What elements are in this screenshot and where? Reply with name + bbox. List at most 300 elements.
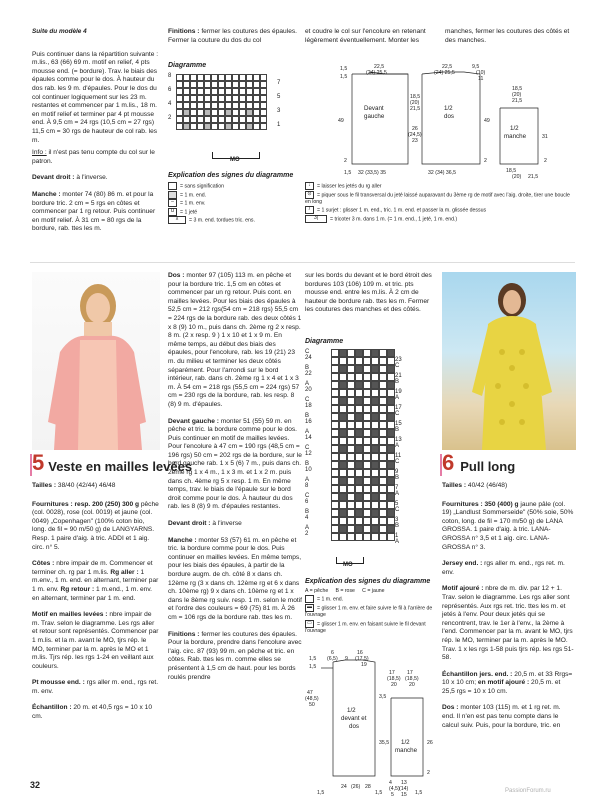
grid-cell [387, 405, 395, 413]
grid-cell [253, 88, 260, 95]
grid-cell [225, 123, 232, 130]
dim-text: 19 [361, 662, 367, 668]
dim-text: (20) [410, 100, 420, 106]
grid-cell [232, 74, 239, 81]
grid-cell [331, 437, 339, 445]
row-number-right: 5 C [395, 501, 400, 513]
grid-cell [371, 445, 379, 453]
grid-cell [347, 453, 355, 461]
grid-cell [379, 373, 387, 381]
grid-cell [347, 397, 355, 405]
mo-label-2: MO [343, 562, 353, 568]
grid-cell [253, 102, 260, 109]
echantillon-paragraph-6: Échantillon jers. end. : 20,5 m. et 33 Rrgs= 10 x 10 cm; en motif ajouré : 20,5 m. et 25,5 rgs = 10 x 10 cm. [442, 670, 573, 695]
grid-cell [387, 365, 395, 373]
grid-cell [387, 501, 395, 509]
grid-cell [347, 469, 355, 477]
grid-cell [218, 102, 225, 109]
grid-cell [387, 413, 395, 421]
grid-cell [204, 95, 211, 102]
grid-cell [331, 517, 339, 525]
dim-text: (24) 25,5 [434, 70, 455, 76]
grid-cell [331, 357, 339, 365]
grid-cell [379, 445, 387, 453]
grid-cell [190, 95, 197, 102]
grid-cell [371, 389, 379, 397]
grid-cell [239, 81, 246, 88]
dim-text: 1,5 [340, 74, 348, 80]
grid-cell [197, 74, 204, 81]
dim-text: 21,5 [528, 174, 539, 180]
grid-cell [379, 533, 387, 541]
dim-text: 18,5 [506, 168, 517, 174]
grid-cell [246, 95, 253, 102]
grid-cell [331, 405, 339, 413]
manche-label-2: manche [395, 747, 418, 754]
grid-cell [347, 501, 355, 509]
grid-cell [204, 81, 211, 88]
grid-cell [355, 397, 363, 405]
row-number: 2 [168, 115, 172, 121]
grid-cell [379, 389, 387, 397]
grid-cell [239, 109, 246, 116]
dim-text: 32 (34) 36,5 [428, 170, 456, 176]
grid-cell [211, 102, 218, 109]
model6-text [442, 482, 574, 734]
dim-text: 17 [407, 670, 413, 676]
grid-cell [190, 102, 197, 109]
grid-cell [253, 116, 260, 123]
grid-cell [204, 74, 211, 81]
grid-cell [246, 102, 253, 109]
row-number: 8 [168, 73, 172, 79]
model6-photo [442, 272, 576, 450]
knit-cell-icon [168, 191, 177, 199]
grid-cell [204, 123, 211, 130]
grid-cell [331, 349, 339, 357]
grid-cell [197, 102, 204, 109]
grid-cell [339, 501, 347, 509]
grid-cell [339, 509, 347, 517]
grid-cell [371, 517, 379, 525]
grid-cell [371, 349, 379, 357]
grid-cell [239, 116, 246, 123]
grid-cell [363, 501, 371, 509]
grid-cell [379, 485, 387, 493]
grid-cell [331, 509, 339, 517]
grid-cell [387, 525, 395, 533]
grid-cell [347, 445, 355, 453]
grid-cell [355, 381, 363, 389]
grid-cell [331, 461, 339, 469]
grid-cell [331, 469, 339, 477]
grid-cell [347, 413, 355, 421]
grid-cell [347, 493, 355, 501]
grid-cell [387, 421, 395, 429]
grid-cell [379, 517, 387, 525]
purl-cell-icon: – [168, 199, 177, 207]
manche-paragraph-2: Manche : monter 53 (57) 61 m. en pêche et tric. la bordure comme pour le dos. Puis continuer en mailles levées. En même temps, pour les biais des épaules, à partir de la bordure augm. de ch. côté 8 x dans ch. 12ème rg (3 x dans ch. 12ème rg et 6 x dans ch. 10ème rg) 9 x dans ch. 10ème rg et 1 x dans le 8ème rg suiv. resp. 1 m. selon le motif et l'ordre des couleurs = 69 (75) 81 m. À 26 cm = 106 rgs de la bordure rab. ttes les m. [168, 536, 303, 621]
grid-cell [218, 88, 225, 95]
finitions-paragraph: Finitions : fermer les coutures des épaules. Fermer la couture du dos du col [168, 28, 297, 44]
grid-cell [225, 74, 232, 81]
grid-cell [371, 453, 379, 461]
increase-icon: 3| [305, 215, 327, 223]
grid-cell [253, 95, 260, 102]
grid-cell [387, 477, 395, 485]
grid-cell [331, 453, 339, 461]
grid-cell [339, 485, 347, 493]
dim-text: 2 [484, 158, 487, 164]
grid-cell [387, 373, 395, 381]
grid-cell [331, 525, 339, 533]
dim-text: (24,5) [408, 132, 422, 138]
grid-cell [363, 357, 371, 365]
grid-cell [232, 109, 239, 116]
grid-cell [260, 95, 267, 102]
dim-text: 49 [484, 118, 490, 124]
model6-divider [440, 454, 442, 476]
row-number-right: 3 B [395, 517, 400, 529]
grid-cell [260, 123, 267, 130]
grid-cell [339, 429, 347, 437]
grid-cell [371, 381, 379, 389]
legend-2 [305, 588, 435, 635]
grid-cell [379, 501, 387, 509]
diagram-title-1: Diagramme [168, 62, 207, 69]
echantillon-paragraph: Échantillon : 20 m. et 40,5 rgs = 10 x 10 cm. [32, 704, 153, 721]
grid-cell [363, 365, 371, 373]
devant-droit-paragraph: Devant droit : à l'inverse. [32, 174, 108, 182]
legend-item: / = 1 surjet : glisser 1 m. end., tric. 1 m. end. et passer la m. glissée dessus [305, 206, 575, 215]
legend-item: = 1 m. end. [168, 191, 308, 200]
grid-cell [176, 74, 183, 81]
grid-cell [190, 109, 197, 116]
grid-cell [363, 453, 371, 461]
grid-cell [239, 74, 246, 81]
knit-cell-icon [305, 595, 314, 603]
grid-cell [211, 88, 218, 95]
dos-paragraph: Dos : monter 97 (105) 113 m. en pêche et pour la bordure tric. 1,5 cm en côtes et commencer par un rg retour. Puis cont. en mailles levées. Pour les biais des épaules à 52,5 cm = 212 rgs(54 cm = 218 rgs) 55,5 cm = 224 rgs de la bordure rab. des deux côtés 1 x 8 (9) 10 m., puis dans ch. 2ème rg 2 x resp. 8 m. (2 x resp. 9 ) 1 x 10 et 1 x 9 m. En même temps, au début des biais des épaules, pour l'encolure, rab. les 19 (21) 23 m. du milieu et terminer les deux côtés séparément. Pour l'arrondi sur le bord intérieur, rab. dans ch. 2ème rg 1 x 4 et 1 x 3 m. À 54 cm = 218 rgs (55,5 cm = 224 rgs) 57 cm = 230 rgs de la bordure, rab. les resp. 8 (8) 9 m. d'épaules. [168, 272, 302, 408]
grid-cell [183, 102, 190, 109]
dim-text: 20 [391, 682, 397, 688]
grid-cell [379, 413, 387, 421]
dim-text: 21,5 [410, 106, 421, 112]
grid-cell [363, 421, 371, 429]
row-number: 3 [277, 108, 281, 114]
grid-cell [363, 445, 371, 453]
dim-text: (26) [351, 784, 361, 790]
grid-cell [363, 397, 371, 405]
grid-cell [347, 517, 355, 525]
grid-cell [253, 81, 260, 88]
grid-cell [371, 405, 379, 413]
grid-cell [355, 357, 363, 365]
grid-cell [331, 501, 339, 509]
grid-cell [363, 525, 371, 533]
grid-cell [211, 95, 218, 102]
grid-cell [363, 493, 371, 501]
grid-cell [355, 501, 363, 509]
grid-cell [339, 373, 347, 381]
dim-text: 1,5 [375, 790, 383, 796]
color-legend: A = pêche B = rose C = jaune [305, 588, 385, 594]
row-number-right: 17 C [395, 405, 402, 417]
row-number-right: 1 A [395, 533, 400, 545]
grid-cell [246, 109, 253, 116]
dim-text: 9,5 [472, 64, 480, 70]
col1-paragraph: Puis continuer dans la répartition suivante : m.lis., 63 (66) 69 m. motif en relief, 4 pts mousse end. (= bordure). Trav. le biais des épaules comme pour le dos. À hauteur du dos rab. les 9 m. d'épaules. Pour le dos du col continuer logiquement sur les 23 m. restantes et commencer par 1 m.lis., 18 m. en motif relief et terminer par 4 pt mousse end. À 9,5 cm = 24 rgs (10,5 cm = 27 rgs) 11,5 cm = 30 rgs de hauteur de col rab. les m. [32, 50, 159, 144]
grid-cell [218, 123, 225, 130]
grid-cell [183, 123, 190, 130]
grid-cell [339, 453, 347, 461]
grid-cell [176, 109, 183, 116]
grid-cell [331, 429, 339, 437]
col1-top [32, 28, 160, 238]
dim-text: 1,5 [309, 656, 317, 662]
dim-text: (20) [512, 174, 522, 180]
grid-cell [387, 357, 395, 365]
dim-text: (4,5) [389, 786, 400, 792]
row-number-left: B 10 [305, 461, 312, 473]
grid-cell [232, 81, 239, 88]
dim-text: 21,5 [512, 98, 523, 104]
grid-cell [387, 453, 395, 461]
grid-cell [363, 485, 371, 493]
dos-paragraph-6: Dos : monter 103 (115) m. et 1 rg ret. m. end. Il n'en est pas tenu compte dans le calcul suiv. Puis, pour la bordure, tric. en [442, 704, 561, 729]
grid-cell [379, 509, 387, 517]
row-number-left: A 2 [305, 525, 309, 537]
grid-cell [339, 389, 347, 397]
grid-cell [379, 469, 387, 477]
row-number-right: 11 C [395, 453, 402, 465]
diagram-grid-1 [168, 73, 281, 154]
grid-cell [355, 437, 363, 445]
grid-cell [176, 116, 183, 123]
devant-label: gauche [364, 113, 385, 120]
devant-label: Devant [364, 105, 384, 112]
grid-cell [379, 349, 387, 357]
grid-cell [387, 517, 395, 525]
dim-text: 18,5 [410, 94, 421, 100]
grid-cell [355, 389, 363, 397]
grid-cell [176, 123, 183, 130]
row-number-left: B 22 [305, 365, 312, 377]
grid-cell [355, 477, 363, 485]
grid-cell [339, 405, 347, 413]
grid-cell [387, 397, 395, 405]
finitions-paragraph-2: Finitions : fermer les coutures des épaules. Pour la bordure, prendre dans l'encolure avec l'aig. circ. 87 (93) 99 m. en pêche et tric. en côtes. Rab. ttes les m. comme elles se présentent à 1,5 cm de haut. pour les bords roulés prendre [168, 630, 302, 681]
grid-cell [339, 357, 347, 365]
grid-cell [379, 437, 387, 445]
grid-cell [355, 525, 363, 533]
manche-paragraph: Manche : monter 74 (80) 86 m. et pour la bordure tric. 2 cm = 5 rgs en côtes et commencer par 1 rg retour. Puis continuer en motif relief. À 31 cm = 80 rgs de la bordure, rab. ttes les m. [32, 190, 156, 233]
grid-cell [183, 109, 190, 116]
legend-item: 3| = tricoter 3 m. dans 1 m. (= 1 m. end., 1 jeté, 1 m. end.) [305, 215, 575, 224]
grid-cell [176, 81, 183, 88]
grid-cell [371, 437, 379, 445]
grid-cell [371, 501, 379, 509]
dim-text: (20) [512, 92, 522, 98]
grid-cell [339, 381, 347, 389]
grid-cell [355, 485, 363, 493]
grid-cell [363, 429, 371, 437]
grid-cell [363, 349, 371, 357]
decrease-icon: / [305, 206, 314, 214]
model5-divider [30, 454, 32, 476]
dim-text: 35,5 [379, 740, 390, 746]
grid-cell [339, 365, 347, 373]
dim-text: 9 [345, 656, 348, 662]
grid-cell [379, 477, 387, 485]
row-number: 7 [277, 80, 281, 86]
grid-cell [347, 389, 355, 397]
motif-ajoure-paragraph: Motif ajouré : nbre de m. div. par 12 + 1. Trav. selon le diagramme. Les rgs aller sont représentés. Aux rgs ret. tric. ttes les m. et jetés à l'env. Pour deux jetés qui se rencontrent, trav. le 1er à l'env., la 2ème à l'end. Commencer par la m. avant le MO, tjrs rép. le MO, terminer par la m. après le MO. Trav. 1 x les rgs 1-58 puis tjrs rép. les rgs 51-58. [442, 585, 574, 662]
grid-cell [197, 88, 204, 95]
row-number-right: 19 A [395, 389, 402, 401]
dim-text: (18,5) [405, 676, 419, 682]
dim-text: 2 [544, 158, 547, 164]
grid-cell [347, 525, 355, 533]
grid-cell [379, 493, 387, 501]
grid-cell [355, 517, 363, 525]
grid-cell [232, 123, 239, 130]
grid-cell [355, 373, 363, 381]
grid-cell [190, 123, 197, 130]
grid-cell [387, 509, 395, 517]
grid-cell [232, 95, 239, 102]
grid-cell [204, 109, 211, 116]
dim-text: 31 [542, 134, 548, 140]
slip-front-icon: ▭ [305, 620, 314, 628]
grid-cell [379, 397, 387, 405]
row-number-left: A 20 [305, 381, 312, 393]
grid-cell [331, 373, 339, 381]
row-number-left: C 12 [305, 445, 312, 457]
grid-cell [347, 509, 355, 517]
grid-cell [347, 357, 355, 365]
grid-cell [239, 102, 246, 109]
grid-cell [339, 437, 347, 445]
dim-text: 24 [341, 784, 347, 790]
grid-cell [239, 95, 246, 102]
legend-item: ⊙ = piquer sous le fil transversal du jeté laissé auparavant du 3ème rg de motif avec l'aig. droite, tirer une boucle en long [305, 190, 570, 206]
grid-cell [347, 365, 355, 373]
grid-cell [355, 421, 363, 429]
grid-cell [355, 469, 363, 477]
dim-text: 26 [412, 126, 418, 132]
grid-cell [387, 445, 395, 453]
grid-cell [371, 533, 379, 541]
grid-cell [379, 381, 387, 389]
grid-cell [379, 525, 387, 533]
model5-text [32, 482, 160, 726]
grid-cell [246, 74, 253, 81]
grid-cell [347, 461, 355, 469]
row-number-right: 9 B [395, 469, 400, 481]
grid-cell [331, 381, 339, 389]
grid-cell [379, 421, 387, 429]
grid-cell [363, 509, 371, 517]
grid-cell [339, 525, 347, 533]
grid-cell [355, 405, 363, 413]
dim-text: 5 [391, 792, 394, 796]
legend-item: – = 1 m. env. [168, 199, 308, 208]
grid-cell [260, 102, 267, 109]
grid-cell [371, 525, 379, 533]
grid-cell [363, 477, 371, 485]
grid-cell [190, 88, 197, 95]
row-number-right: 13 A [395, 437, 402, 449]
dim-text: 17 [389, 670, 395, 676]
grid-cell [331, 493, 339, 501]
row-number-left: A 14 [305, 429, 312, 441]
grid-cell [347, 477, 355, 485]
dim-text: 49 [338, 118, 344, 124]
grid-cell [387, 485, 395, 493]
grid-cell [379, 365, 387, 373]
grid-cell [246, 116, 253, 123]
dim-text: 22,5 [374, 64, 385, 70]
grid-cell [355, 509, 363, 517]
model6-title: Pull long [460, 459, 516, 474]
dim-text: 26 [427, 740, 433, 746]
grid-cell [176, 102, 183, 109]
grid-cell [218, 116, 225, 123]
grid-cell [331, 485, 339, 493]
grid-cell [197, 95, 204, 102]
empty-cell-icon [168, 182, 177, 190]
grid-cell [339, 421, 347, 429]
dim-text: 1,5 [340, 66, 348, 72]
row-number-left: C 6 [305, 493, 310, 505]
grid-cell [339, 397, 347, 405]
drop-yo-icon: ↓ [305, 182, 314, 190]
grid-cell [331, 533, 339, 541]
cotes-paragraph: Côtes : nbre impair de m. Commencer et terminer ch. rg par 1 m.lis. Rg aller : 1 m.env., 1 m. end. en alternant, terminer par 1 m. env. Rg retour : 1 m.end., 1 m. env. en alternant, terminer par 1 m. end. [32, 560, 159, 602]
grid-cell [211, 109, 218, 116]
grid-cell [218, 109, 225, 116]
grid-cell [363, 373, 371, 381]
grid-cell [339, 533, 347, 541]
grid-cell [260, 109, 267, 116]
grid-cell [387, 429, 395, 437]
grid-cell [363, 533, 371, 541]
grid-cell [355, 349, 363, 357]
info-paragraph: Info : il n'est pas tenu compte du col sur le patron. [32, 149, 155, 165]
row-number-right: 7 A [395, 485, 400, 497]
dim-text: (10) [476, 70, 486, 76]
legend-top-right [305, 182, 575, 224]
dim-text: 1,5 [317, 790, 325, 796]
dim-text: 20 [409, 682, 415, 688]
grid-cell [355, 365, 363, 373]
legend-item: ▭ = glisser 1 m. env. en faisant suivre le fil devant l'ouvrage [305, 619, 426, 635]
legend-item: ▬ = glisser 1 m. env. et faire suivre le fil à l'arrière de l'ouvrage [305, 603, 433, 619]
legend-item: λ = 3 m. end. tordues tric. ens. [168, 216, 308, 225]
dim-text: 11 [478, 76, 484, 82]
grid-cell [379, 461, 387, 469]
grid-cell [331, 477, 339, 485]
grid-cell [371, 477, 379, 485]
grid-cell [225, 88, 232, 95]
dim-text: 23 [412, 138, 418, 144]
grid-cell [363, 517, 371, 525]
grid-cell [355, 453, 363, 461]
col2-top [168, 28, 302, 49]
grid-cell [183, 74, 190, 81]
grid-cell [211, 81, 218, 88]
